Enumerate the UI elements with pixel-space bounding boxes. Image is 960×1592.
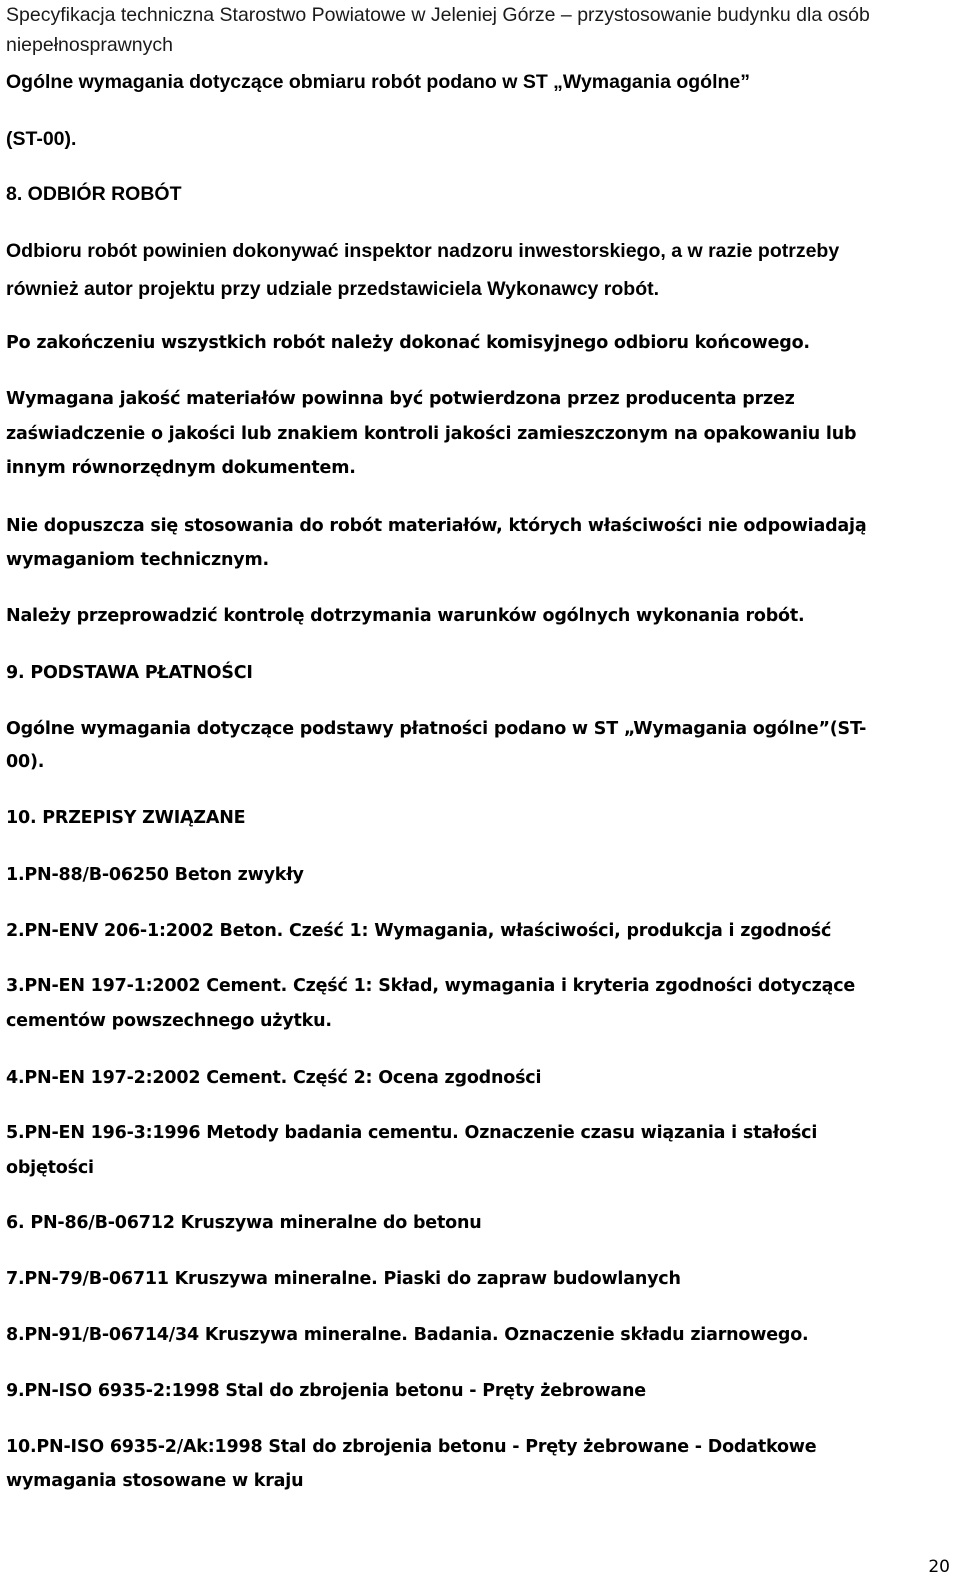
reference-item-3-line-2: cementów powszechnego użytku. <box>6 1011 332 1031</box>
reference-item-5-line-1: 5.PN-EN 196-3:1996 Metody badania cementu. Oznaczenie czasu wiązania i stałości <box>6 1123 818 1143</box>
reference-item-5-line-2: objętości <box>6 1158 94 1178</box>
paragraph-measurement-line-2: (ST-00). <box>6 128 77 150</box>
section-8-heading: 8. ODBIÓR ROBÓT <box>6 183 182 205</box>
reference-item-6: 6. PN-86/B-06712 Kruszywa mineralne do betonu <box>6 1213 482 1233</box>
paragraph-payment-line-1: Ogólne wymagania dotyczące podstawy płatności podano w ST „Wymagania ogólne”(ST- <box>6 719 867 739</box>
paragraph-acceptance-line-2: również autor projektu przy udziale przedstawiciela Wykonawcy robót. <box>6 278 660 300</box>
reference-item-10-line-1: 10.PN-ISO 6935-2/Ak:1998 Stal do zbrojenia betonu - Pręty żebrowane - Dodatkowe <box>6 1437 817 1457</box>
reference-item-2: 2.PN-ENV 206-1:2002 Beton. Cześć 1: Wymagania, właściwości, produkcja i zgodność <box>6 921 832 941</box>
paragraph-acceptance-line-1: Odbioru robót powinien dokonywać inspektor nadzoru inwestorskiego, a w razie potrzeby <box>6 240 840 262</box>
reference-item-8: 8.PN-91/B-06714/34 Kruszywa mineralne. Badania. Oznaczenie składu ziarnowego. <box>6 1325 809 1345</box>
section-9-heading: 9. PODSTAWA PŁATNOŚCI <box>6 663 253 683</box>
section-10-heading: 10. PRZEPISY ZWIĄZANE <box>6 808 246 828</box>
paragraph-materials-line-1: Nie dopuszcza się stosowania do robót materiałów, których właściwości nie odpowiadają <box>6 516 867 536</box>
reference-item-3-line-1: 3.PN-EN 197-1:2002 Cement. Część 1: Skład, wymagania i kryteria zgodności dotyczące <box>6 976 856 996</box>
paragraph-quality-line-2: zaświadczenie o jakości lub znakiem kontroli jakości zamieszczonym na opakowaniu lub <box>6 424 857 444</box>
page-header <box>6 0 951 60</box>
header-line-2: niepełnosprawnych <box>6 34 173 56</box>
paragraph-measurement-line-1: Ogólne wymagania dotyczące obmiaru robót podano w ST „Wymagania ogólne” <box>6 71 750 93</box>
reference-item-9: 9.PN-ISO 6935-2:1998 Stal do zbrojenia betonu - Pręty żebrowane <box>6 1381 646 1401</box>
reference-item-10-line-2: wymagania stosowane w kraju <box>6 1471 304 1491</box>
paragraph-quality-line-3: innym równorzędnym dokumentem. <box>6 458 356 478</box>
paragraph-payment-line-2: 00). <box>6 752 45 772</box>
paragraph-final-acceptance: Po zakończeniu wszystkich robót należy dokonać komisyjnego odbioru końcowego. <box>6 333 810 353</box>
reference-item-1: 1.PN-88/B-06250 Beton zwykły <box>6 865 304 885</box>
reference-item-4: 4.PN-EN 197-2:2002 Cement. Część 2: Ocena zgodności <box>6 1068 542 1088</box>
page-number: 20 <box>928 1557 950 1577</box>
header-line-1: Specyfikacja techniczna Starostwo Powiatowe w Jeleniej Górze – przystosowanie budynku dla osób <box>6 4 870 26</box>
paragraph-control: Należy przeprowadzić kontrolę dotrzymania warunków ogólnych wykonania robót. <box>6 606 805 626</box>
paragraph-quality-line-1: Wymagana jakość materiałów powinna być potwierdzona przez producenta przez <box>6 389 795 409</box>
paragraph-materials-line-2: wymaganiom technicznym. <box>6 550 269 570</box>
reference-item-7: 7.PN-79/B-06711 Kruszywa mineralne. Piaski do zapraw budowlanych <box>6 1269 681 1289</box>
